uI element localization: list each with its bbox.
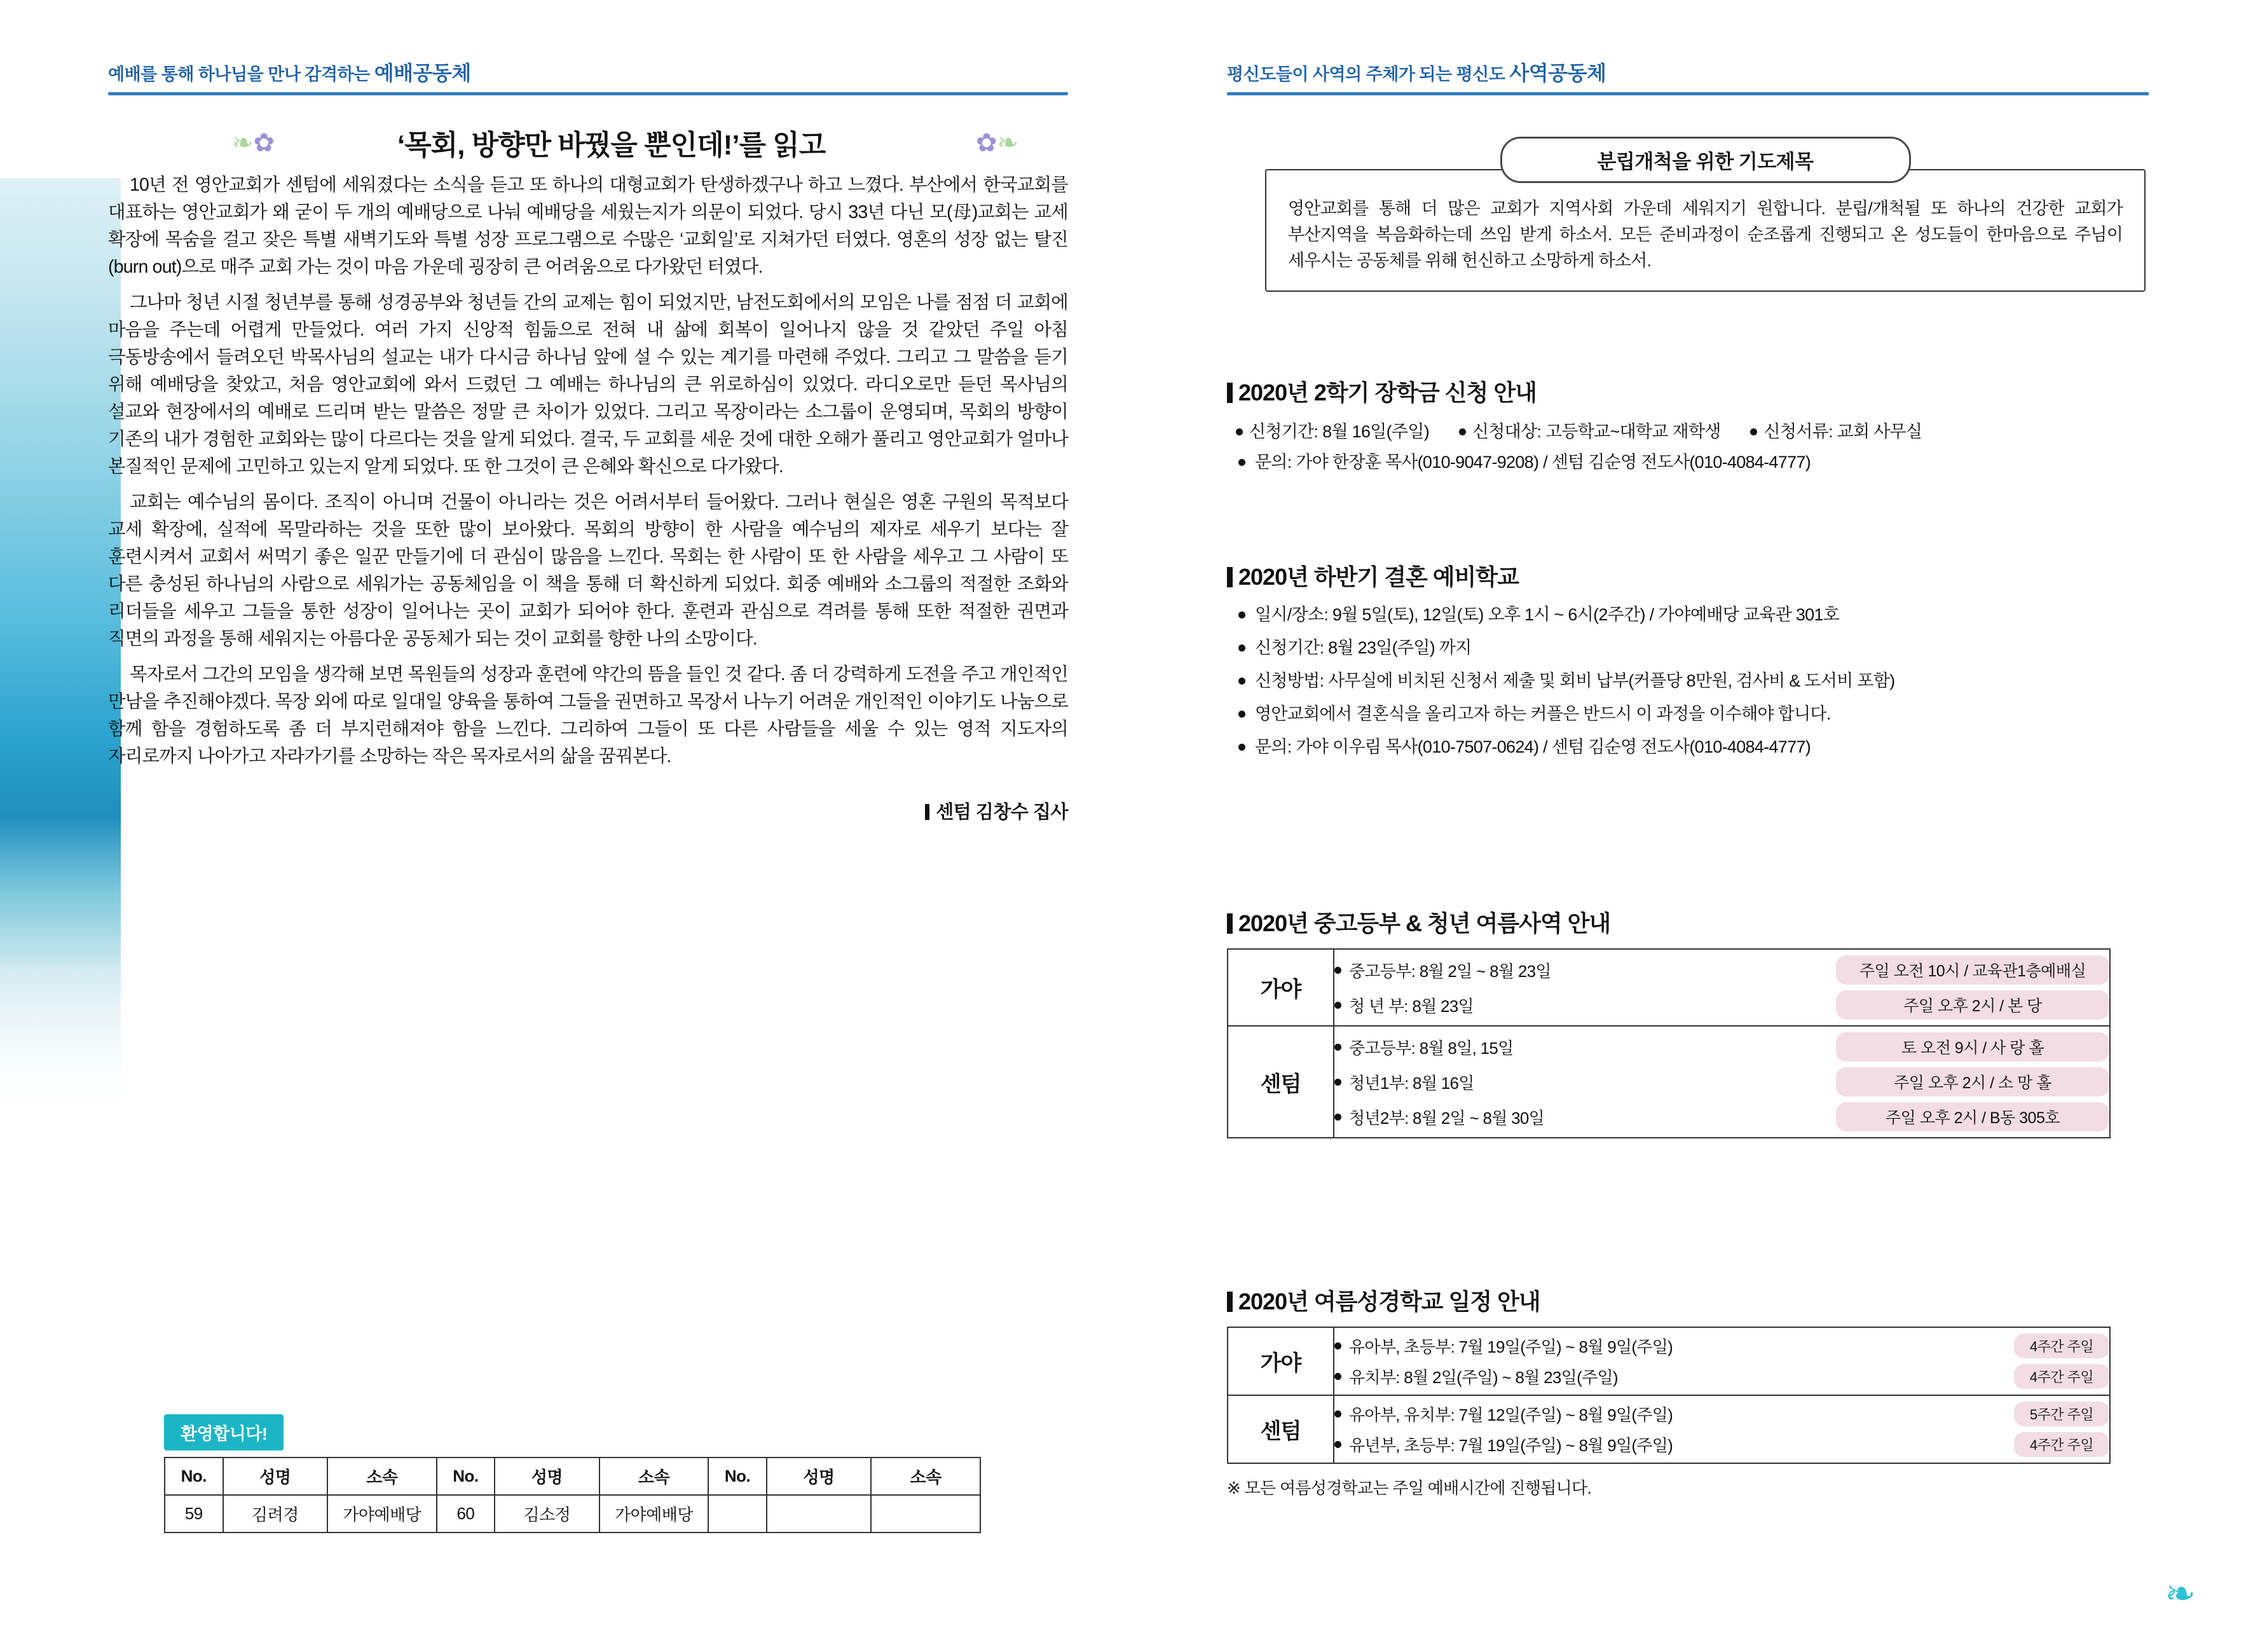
bullet-icon [1334,1079,1341,1086]
bullet-icon [1334,1044,1341,1051]
campus-rows [1334,1327,2110,1395]
left-column-header [108,57,1068,95]
article-body [108,172,1068,779]
article-title-row [108,114,1068,172]
list-item: 신청대상: 고등학교~대학교 재학생 [1459,418,1721,446]
scholarship-contact-list [1227,449,2149,475]
bullet-icon [1334,1441,1341,1448]
article-paragraph: 교회는 예수님의 몸이다. 조직이 아니며 건물이 아니라는 것은 어려서부터 들어왔다. 그러나 현실은 영혼 구원의 목적보다 교세 확장에, 실적에 목말라하는 것을 또한 많이 보아왔다. 목회의 방향이 한 사람을 예수님의 제자로 세우기 보다는 잘 훈련시켜서 교회서 써먹기 좋은 일꾼 만들기에 더 관심이 많음을 느낀다. 목회는 한 사람이 또 한 사람을 세우고 그 사람이 또 다른 충성된 하나님의 사람으로 세워가는 공동체임을 이 책을 통해 더 확신하게 되었다. 회중 예배와 소그룹의 적절한 조화와 리더들을 세우고 그들을 통한 성장이 일어나는 곳이 교회가 되어야 한다. 훈련과 관심으로 격려를 통해 또한 적절한 권면과 직면의 과정을 통해 세워지는 아름다운 공동체가 되는 것이 교회를 향한 나의 소망이다. [108,492,1068,649]
summer-ministry-title: 2020년 중고등부 & 청년 여름사역 안내 [1227,906,2149,938]
schedule-label: 유아부, 초등부: 7월 19일(주일) ~ 8월 9일(주일) [1349,1337,1673,1356]
schedule-label: 청년2부: 8월 2일 ~ 8월 30일 [1349,1108,1545,1128]
bible-school-table [1227,1327,2111,1464]
column-header: 소속 [327,1457,437,1495]
cell-no: 60 [437,1495,495,1533]
marriage-school-list [1227,602,2149,760]
left-header-rule [108,92,1068,95]
column-header: No. [708,1457,767,1495]
schedule-row [1334,1364,2109,1389]
summer-ministry-table [1227,948,2111,1138]
marriage-school-title: 2020년 하반기 결혼 예비학교 [1227,559,2149,592]
summer-ministry-section [1227,906,2149,1138]
schedule-label: 유아부, 유치부: 7월 12일(주일) ~ 8월 9일(주일) [1349,1405,1673,1424]
prayer-box [1265,137,2146,292]
flower-ornament-left-icon: ❧✿ [232,129,275,157]
cell-no: 59 [165,1495,223,1533]
schedule-label: 유년부, 초등부: 7월 19일(주일) ~ 8월 9일(주일) [1349,1436,1673,1455]
list-item: 영안교회에서 결혼식을 올리고자 하는 커플은 반드시 이 과정을 이수해야 합니다. [1236,701,2149,727]
campus-label: 가야 [1228,949,1334,1026]
welcome-badge: 환영합니다! [164,1414,284,1451]
article-paragraph: 그나마 청년 시절 청년부를 통해 성경공부와 청년들 간의 교제는 힘이 되었지만, 남전도회에서의 모임은 나를 점점 더 교회에 마음을 주는데 어렵게 만들었다. 여러 가지 신앙적 힘듦으로 전혀 내 삶에 회복이 일어나지 않을 것 같았던 주일 아침 극동방송에서 들려오던 박목사님의 설교는 내가 다시금 하나님 앞에 설 수 있는 계기를 마련해 주었다. 그리고 그 말씀을 듣기 위해 예배당을 찾았고, 처음 영안교회에 와서 드렸던 그 예배는 하나님의 큰 위로하심이 있었다. 라디오로만 듣던 목사님의 설교와 현장에서의 예배로 드리며 받는 말씀은 정말 큰 차이가 있었다. 그리고 목장이라는 소그룹이 운영되며, 목회의 방향이 기존의 내가 경험한 교회와는 많이 다르다는 것을 알게 되었다. 결국, 두 교회를 세운 것에 대한 오해가 풀리고 영안교회가 얼마나 본질적인 문제에 고민하고 있는지 알게 되었다. 또 한 그것이 큰 은혜와 확신으로 다가왔다. [108,292,1068,477]
list-item: 신청기간: 8월 23일(주일) 까지 [1236,635,2149,660]
article-paragraph: 10년 전 영안교회가 센텀에 세워졌다는 소식을 듣고 또 하나의 대형교회가 탄생하겠구나 하고 느꼈다. 부산에서 한국교회를 대표하는 영안교회가 왜 굳이 두 개의 예배당으로 나눠 예배당을 세웠는지가 의문이 되었다. 당시 33년 다닌 모(母)교회는 교세 확장에 목숨을 걸고 잦은 특별 새벽기도와 특별 성장 프로그램으로 수많은 ‘교회일’로 지쳐가던 터였다. 영혼의 성장 없는 탈진(burn out)으로 매주 교회 가는 것이 마음 가운데 굉장히 큰 어려움으로 다가왔던 터였다. [108,175,1068,277]
article-title: ‘목회, 방향만 바꿨을 뿐인데!’를 읽고 [397,130,826,161]
article-byline: 센텀 김창수 집사 [108,798,1068,824]
schedule-row [1334,1032,2109,1062]
prayer-body: 영안교회를 통해 더 많은 교회가 지역사회 가운데 세워지기 원합니다. 분립/개척될 또 하나의 건강한 교회가 부산지역을 복음화하는데 쓰임 받게 하소서. 모든 준비과정이 순조롭게 진행되고 온 성도들이 한마음으로 주님이 세우시는 공동체를 위해 헌신하고 소망하게 하소서. [1265,169,2146,292]
schedule-pill: 주일 오전 10시 / 교육관1층예배실 [1836,955,2109,985]
campus-rows [1334,1395,2110,1463]
welcome-table [164,1457,981,1533]
schedule-label: 청년1부: 8월 16일 [1349,1073,1474,1093]
column-header: 성명 [223,1457,328,1495]
bible-school-section [1227,1284,2149,1499]
schedule-pill: 5주간 주일 [2014,1402,2109,1426]
schedule-label: 유치부: 8월 2일(주일) ~ 8월 23일(주일) [1349,1368,1618,1387]
cell-no [708,1495,767,1533]
schedule-pill: 주일 오후 2시 / 본 당 [1836,990,2109,1020]
column-header: 성명 [495,1457,599,1495]
cell-name [767,1495,872,1533]
campus-label: 센텀 [1228,1026,1334,1138]
list-item: 일시/장소: 9월 5일(토), 12일(토) 오후 1시 ~ 6시(2주간) / 가야예배당 교육관 301호 [1236,602,2149,627]
bible-school-title: 2020년 여름성경학교 일정 안내 [1227,1284,2149,1316]
cell-campus: 가야예배당 [327,1495,437,1533]
schedule-label: 청 년 부: 8월 23일 [1349,996,1474,1016]
campus-label: 센텀 [1228,1395,1334,1463]
column-header: 소속 [871,1457,980,1495]
bullet-icon [1334,1002,1341,1009]
campus-label: 가야 [1228,1327,1334,1395]
schedule-row [1334,990,2109,1020]
bullet-icon [1334,1373,1341,1380]
bullet-icon [1334,1410,1341,1417]
list-item: 문의: 가야 한장훈 목사(010-9047-9208) / 센텀 김순영 전도사(010-4084-4777) [1236,449,2149,475]
leaf-ornament-icon: ❧ [2165,1573,2196,1614]
article-paragraph: 목자로서 그간의 모임을 생각해 보면 목원들의 성장과 훈련에 약간의 뜸을 들인 것 같다. 좀 더 강력하게 도전을 주고 개인적인 만남을 추진해야겠다. 목장 외에 따로 일대일 양육을 통하여 그들을 권면하고 목장서 나누기 어려운 개인적인 이야기도 나눔으로 함께 함을 경험하도록 좀 더 부지런해져야 함을 느낀다. 그리하여 그들이 또 다른 사람들을 세울 수 있는 영적 지도자의 자리로까지 나아가고 자라가기를 소망하는 작은 목자로서의 삶을 꿈꿔본다. [108,664,1068,767]
cell-name: 김소정 [495,1495,599,1533]
table-header-row [165,1457,980,1495]
list-item: 신청방법: 사무실에 비치된 신청서 제출 및 회비 납부(커플당 8만원, 검사비 & 도서비 포함) [1236,668,2149,693]
schedule-pill: 4주간 주일 [2014,1334,2109,1358]
table-row [1228,1395,2110,1463]
column-header: No. [165,1457,223,1495]
table-row [1228,1327,2110,1395]
scholarship-inline-list [1227,418,2149,446]
schedule-row [1334,1432,2109,1457]
schedule-pill: 주일 오후 2시 / 소 망 홀 [1836,1067,2109,1096]
prayer-title: 분립개척을 위한 기도제목 [1500,137,1911,183]
schedule-label: 중고등부: 8월 8일, 15일 [1349,1038,1514,1058]
column-header: 소속 [599,1457,709,1495]
marriage-school-section [1227,559,2149,767]
table-row [165,1495,980,1533]
campus-rows [1334,1026,2110,1138]
schedule-row [1334,1334,2109,1358]
list-item: 신청기간: 8월 16일(주일) [1236,418,1429,446]
schedule-row [1334,1102,2109,1131]
cell-campus [871,1495,980,1533]
schedule-row [1334,1402,2109,1426]
scholarship-title: 2020년 2학기 장학금 신청 안내 [1227,375,2149,407]
schedule-row [1334,1067,2109,1096]
cell-name: 김려경 [223,1495,328,1533]
table-row [1228,949,2110,1026]
list-item: 신청서류: 교회 사무실 [1750,418,1922,446]
campus-rows [1334,949,2110,1026]
schedule-row [1334,955,2109,985]
right-header-text: 평신도들이 사역의 주체가 되는 평신도 사역공동체 [1227,62,1606,85]
flower-ornament-right-icon: ✿❧ [976,129,1019,157]
schedule-pill: 주일 오후 2시 / B동 305호 [1836,1102,2109,1131]
welcome-section [164,1414,984,1533]
right-column-header [1227,57,2149,95]
cell-campus: 가야예배당 [599,1495,709,1533]
bullet-icon [1334,1342,1341,1349]
scholarship-section [1227,375,2149,482]
left-header-text: 예배를 통해 하나님을 만나 감격하는 예배공동체 [108,62,471,85]
right-header-rule [1227,92,2149,95]
article-column [108,114,1068,824]
column-header: No. [437,1457,495,1495]
bullet-icon [1334,967,1341,974]
schedule-pill: 4주간 주일 [2014,1364,2109,1389]
table-row [1228,1026,2110,1138]
list-item: 문의: 가야 이우림 목사(010-7507-0624) / 센텀 김순영 전도사(010-4084-4777) [1236,734,2149,760]
column-header: 성명 [767,1457,872,1495]
schedule-pill: 토 오전 9시 / 사 랑 홀 [1836,1032,2109,1062]
schedule-pill: 4주간 주일 [2014,1432,2109,1457]
bible-school-note: ※ 모든 여름성경학교는 주일 예배시간에 진행됩니다. [1227,1478,1591,1498]
decorative-photo-strip [0,178,121,1144]
bullet-icon [1334,1114,1341,1121]
schedule-label: 중고등부: 8월 2일 ~ 8월 23일 [1349,961,1551,981]
